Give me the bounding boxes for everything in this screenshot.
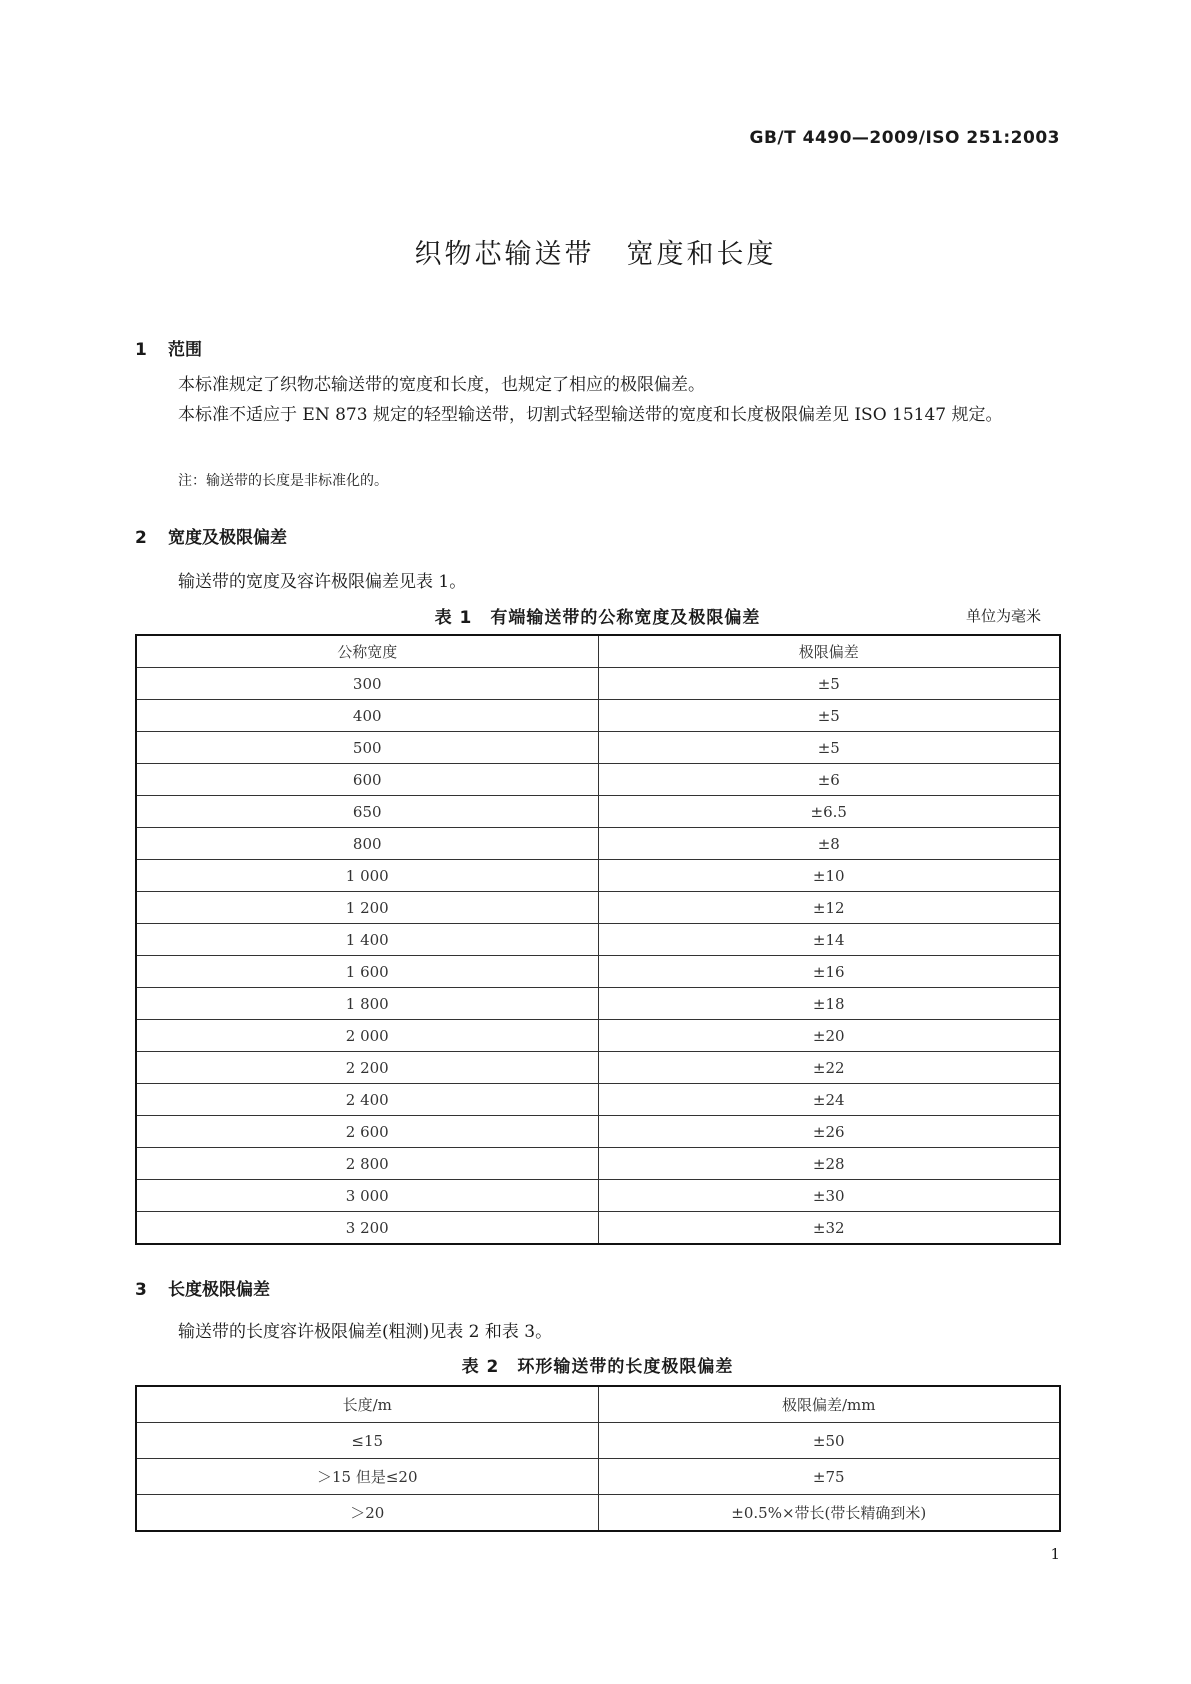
- table-cell: ±24: [598, 1084, 1060, 1116]
- table-row: [136, 1495, 1060, 1532]
- table-row: [136, 828, 1060, 860]
- table-cell: 600: [136, 764, 598, 796]
- table-row: [136, 1212, 1060, 1245]
- table-row: [136, 892, 1060, 924]
- table-row: [136, 700, 1060, 732]
- table-cell: 2 400: [136, 1084, 598, 1116]
- table-row: [136, 1052, 1060, 1084]
- table-cell: 3 200: [136, 1212, 598, 1245]
- table-cell: ±5: [598, 668, 1060, 700]
- section-3-paragraph: 输送带的长度容许极限偏差(粗测)见表 2 和表 3。: [178, 1322, 553, 1342]
- table-2-header-row: [136, 1386, 1060, 1423]
- table-cell: ±12: [598, 892, 1060, 924]
- table-cell: ±75: [598, 1459, 1060, 1495]
- table-cell: 1 200: [136, 892, 598, 924]
- section-2-paragraph: 输送带的宽度及容许极限偏差见表 1。: [178, 572, 467, 592]
- table-row: [136, 1180, 1060, 1212]
- table-cell: ±16: [598, 956, 1060, 988]
- table-2: [135, 1385, 1061, 1532]
- section-1-paragraph-2: 本标准不适应于 EN 873 规定的轻型输送带，切割式轻型输送带的宽度和长度极限偏差见 ISO 15147 规定。: [178, 405, 1003, 425]
- table-cell: ＞20: [136, 1495, 598, 1532]
- table-cell: ±14: [598, 924, 1060, 956]
- table-cell: ±32: [598, 1212, 1060, 1245]
- section-3-heading: [135, 1275, 270, 1300]
- table-cell: 2 600: [136, 1116, 598, 1148]
- table-1-header-tolerance: 极限偏差: [598, 635, 1060, 668]
- table-cell: ±22: [598, 1052, 1060, 1084]
- table-cell: 1 000: [136, 860, 598, 892]
- table-cell: 650: [136, 796, 598, 828]
- table-cell: 2 200: [136, 1052, 598, 1084]
- table-cell: 1 800: [136, 988, 598, 1020]
- table-row: [136, 860, 1060, 892]
- table-cell: 3 000: [136, 1180, 598, 1212]
- table-row: [136, 1423, 1060, 1459]
- table-cell: 400: [136, 700, 598, 732]
- table-cell: ±18: [598, 988, 1060, 1020]
- table-row: [136, 1459, 1060, 1495]
- section-1-paragraph-1: 本标准规定了织物芯输送带的宽度和长度，也规定了相应的极限偏差。: [178, 375, 705, 395]
- section-1-note: 注：输送带的长度是非标准化的。: [178, 473, 388, 489]
- page-number: 1: [1050, 1545, 1060, 1563]
- table-cell: ±50: [598, 1423, 1060, 1459]
- table-1-unit: 单位为毫米: [965, 607, 1041, 625]
- table-cell: 300: [136, 668, 598, 700]
- table-cell: 800: [136, 828, 598, 860]
- table-cell: ≤15: [136, 1423, 598, 1459]
- table-cell: 1 600: [136, 956, 598, 988]
- table-cell: ±8: [598, 828, 1060, 860]
- table-1-header-row: [136, 635, 1060, 668]
- table-row: [136, 924, 1060, 956]
- table-row: [136, 796, 1060, 828]
- table-1: [135, 634, 1061, 1245]
- table-row: [136, 764, 1060, 796]
- section-3-title: 长度极限偏差: [168, 1280, 270, 1300]
- table-row: [136, 1020, 1060, 1052]
- section-3-number: 3: [135, 1280, 147, 1300]
- table-cell: ±26: [598, 1116, 1060, 1148]
- table-cell: 2 000: [136, 1020, 598, 1052]
- section-2-number: 2: [135, 528, 147, 548]
- section-2-title: 宽度及极限偏差: [168, 528, 287, 548]
- table-cell: 2 800: [136, 1148, 598, 1180]
- table-1-header-width: 公称宽度: [136, 635, 598, 668]
- table-cell: ±6.5: [598, 796, 1060, 828]
- table-row: [136, 956, 1060, 988]
- table-cell: ±10: [598, 860, 1060, 892]
- section-1-number: 1: [135, 340, 147, 360]
- table-cell: ±5: [598, 732, 1060, 764]
- table-row: [136, 988, 1060, 1020]
- section-1-title: 范围: [168, 340, 202, 360]
- page-title: [0, 232, 1191, 271]
- table-cell: 1 400: [136, 924, 598, 956]
- page-title-part1: 织物芯输送带: [414, 239, 595, 270]
- table-2-caption: 表 2 环形输送带的长度极限偏差: [461, 1357, 734, 1377]
- table-cell: ±5: [598, 700, 1060, 732]
- table-cell: ±30: [598, 1180, 1060, 1212]
- table-cell: ±6: [598, 764, 1060, 796]
- table-cell: ＞15 但是≤20: [136, 1459, 598, 1495]
- section-2-heading: [135, 523, 287, 548]
- table-row: [136, 1116, 1060, 1148]
- table-row: [136, 1148, 1060, 1180]
- standard-code: GB/T 4490—2009/ISO 251:2003: [749, 128, 1060, 148]
- table-row: [136, 1084, 1060, 1116]
- table-1-caption: 表 1 有端输送带的公称宽度及极限偏差: [434, 608, 761, 628]
- table-cell: ±28: [598, 1148, 1060, 1180]
- page-title-part2: 宽度和长度: [626, 239, 777, 270]
- table-2-header-length: 长度/m: [136, 1386, 598, 1423]
- table-cell: ±20: [598, 1020, 1060, 1052]
- table-cell: 500: [136, 732, 598, 764]
- table-2-header-tolerance: 极限偏差/mm: [598, 1386, 1060, 1423]
- table-cell: ±0.5%×带长(带长精确到米): [598, 1495, 1060, 1532]
- table-row: [136, 732, 1060, 764]
- table-row: [136, 668, 1060, 700]
- section-1-heading: [135, 335, 202, 360]
